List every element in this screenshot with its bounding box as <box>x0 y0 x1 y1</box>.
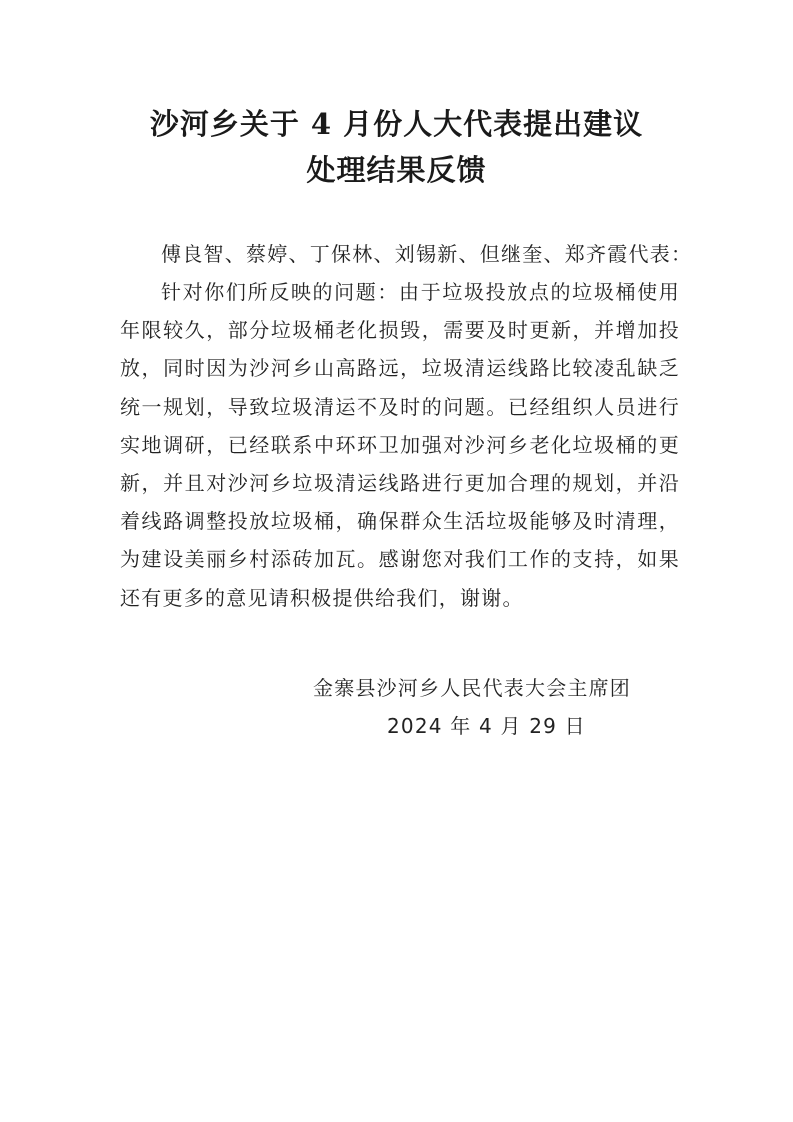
body-paragraph: 针对你们所反映的问题：由于垃圾投放点的垃圾桶使用年限较久，部分垃圾桶老化损毁，需要及时更新，并增加投放，同时因为沙河乡山高路远，垃圾清运线路比较凌乱缺乏统一规划，导致垃圾清运不及时的问题。已经组织人员进行实地调研，已经联系中环环卫加强对沙河乡老化垃圾桶的更新，并且对沙河乡垃圾清运线路进行更加合理的规划，并沿着线路调整投放垃圾桶，确保群众生活垃圾能够及时清理，为建设美丽乡村添砖加瓦。感谢您对我们工作的支持，如果还有更多的意见请积极提供给我们，谢谢。 <box>120 280 680 610</box>
signature-organization: 金寨县沙河乡人民代表大会主席团 <box>313 676 631 700</box>
salutation: 傅良智、蔡婷、丁保林、刘锡新、但继奎、郑齐霞代表： <box>161 242 693 266</box>
signature-date: 2024 年 4 月 29 日 <box>387 714 586 738</box>
document-title-line-2: 处理结果反馈 <box>306 153 487 187</box>
document-title-line-1: 沙河乡关于 4 月份人大代表提出建议 <box>149 107 644 141</box>
